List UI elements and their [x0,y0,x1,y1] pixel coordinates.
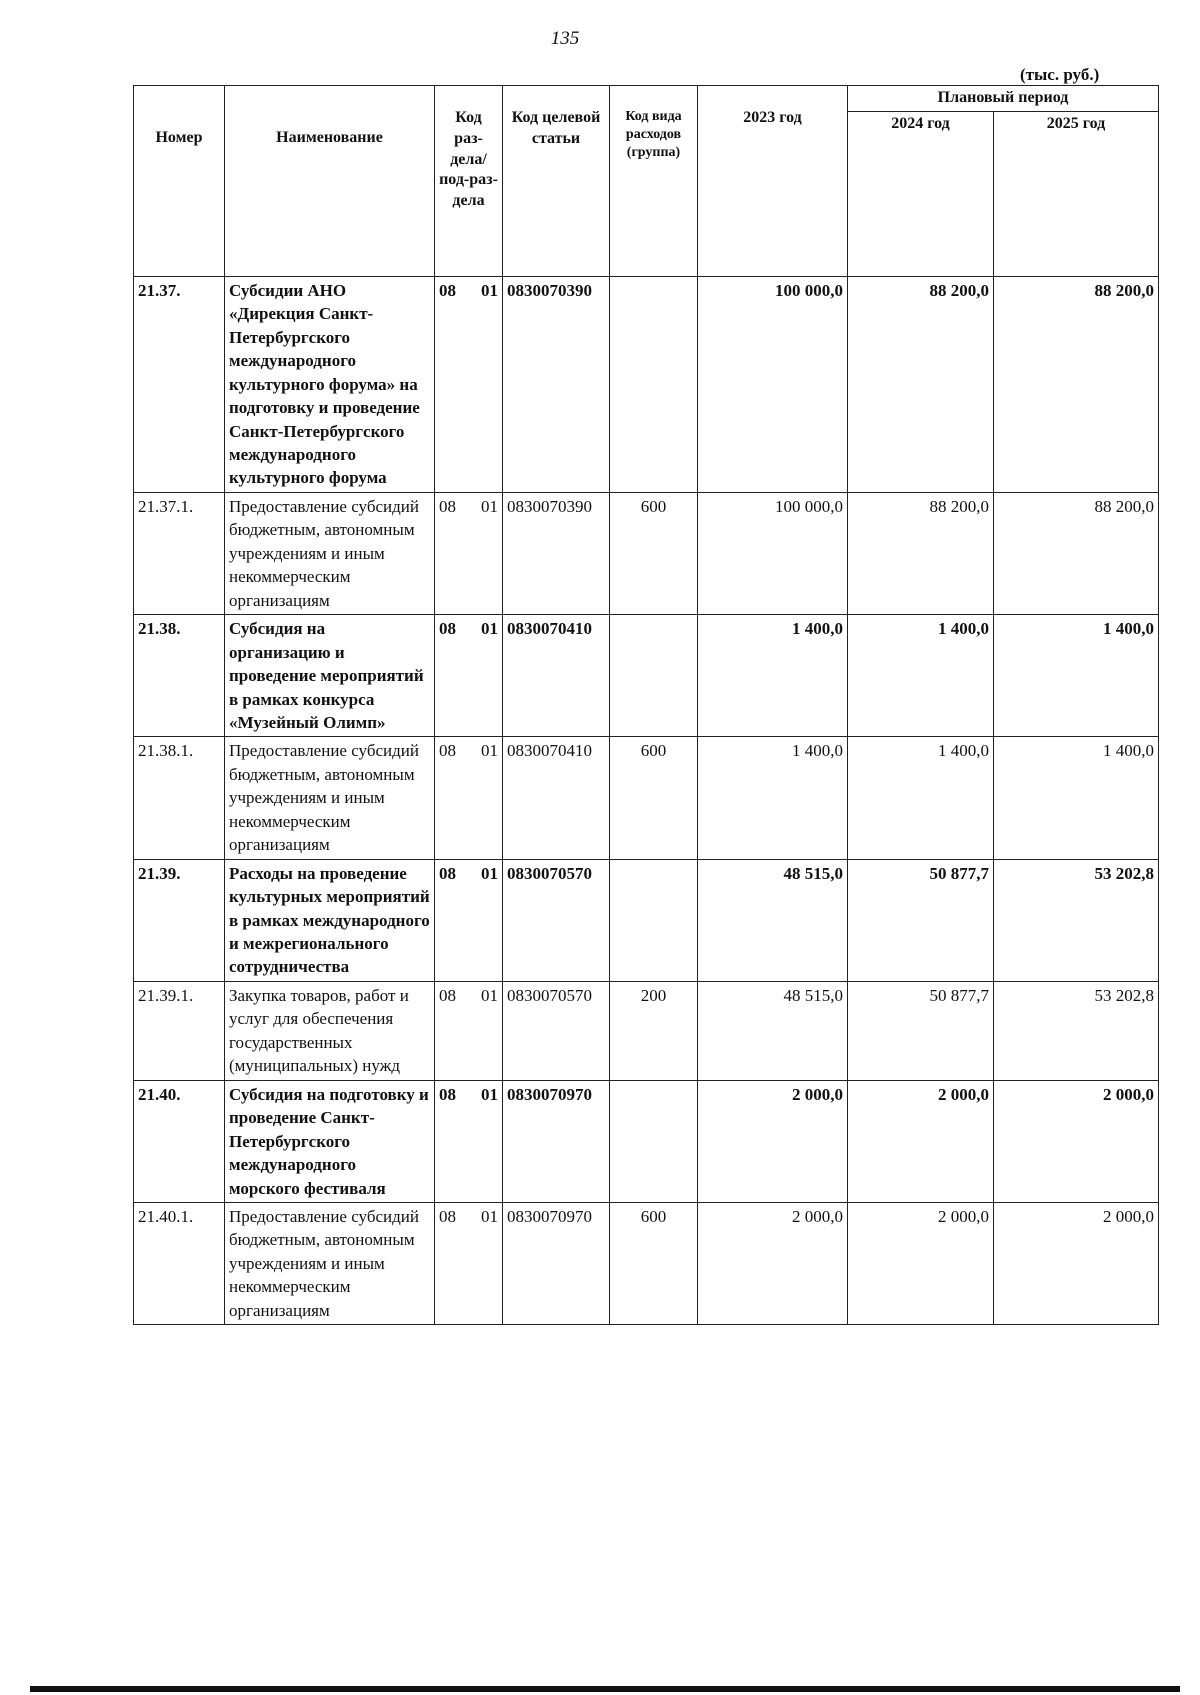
header-year-2023: 2023 год [698,86,848,277]
row-expense-group [610,859,698,981]
row-section-code [435,737,503,859]
header-planned-period: Плановый период [848,86,1159,112]
row-amount-2025: 53 202,8 [994,859,1159,981]
row-amount-2023: 48 515,0 [698,859,848,981]
page-number: 135 [550,28,580,49]
row-section: 08 [439,619,456,639]
row-subsection: 01 [481,280,498,300]
row-amount-2024: 50 877,7 [848,981,994,1080]
table-row [134,276,1159,492]
header-name: Наименование [225,86,435,277]
row-section-code [435,981,503,1080]
row-subsection: 01 [481,619,498,639]
row-number: 21.37.1. [134,492,225,614]
row-target-code: 0830070970 [503,1203,610,1325]
row-amount-2025: 2 000,0 [994,1080,1159,1202]
header-number: Номер [134,86,225,277]
row-amount-2024: 1 400,0 [848,737,994,859]
row-amount-2023: 2 000,0 [698,1080,848,1202]
row-section-code [435,1080,503,1202]
row-section: 08 [439,863,456,883]
table-row [134,1080,1159,1202]
header-year-2024: 2024 год [848,111,994,276]
row-name: Предоставление субсидий бюджетным, автономным учреждениям и иным некоммерческим организациям [225,737,435,859]
row-section: 08 [439,280,456,300]
row-expense-group [610,615,698,737]
row-subsection: 01 [481,985,498,1005]
row-target-code: 0830070570 [503,981,610,1080]
row-target-code: 0830070970 [503,1080,610,1202]
table-row [134,859,1159,981]
row-subsection: 01 [481,1207,498,1227]
row-subsection: 01 [481,1084,498,1104]
row-target-code: 0830070410 [503,737,610,859]
row-amount-2025: 53 202,8 [994,981,1159,1080]
table-row [134,492,1159,614]
row-expense-group: 600 [610,737,698,859]
row-target-code: 0830070410 [503,615,610,737]
row-subsection: 01 [481,863,498,883]
row-number: 21.39. [134,859,225,981]
header-year-2025: 2025 год [994,111,1159,276]
row-amount-2024: 50 877,7 [848,859,994,981]
row-section-code [435,492,503,614]
row-name: Субсидия на организацию и проведение мероприятий в рамках конкурса «Музейный Олимп» [225,615,435,737]
row-amount-2023: 1 400,0 [698,737,848,859]
row-name: Предоставление субсидий бюджетным, автономным учреждениям и иным некоммерческим организациям [225,492,435,614]
row-section-code [435,859,503,981]
row-amount-2024: 2 000,0 [848,1203,994,1325]
row-expense-group: 600 [610,1203,698,1325]
row-name: Субсидия на подготовку и проведение Санкт-Петербургского международного морского фестиваля [225,1080,435,1202]
bottom-rule [30,1686,1180,1692]
row-section: 08 [439,1084,456,1104]
row-amount-2023: 100 000,0 [698,492,848,614]
row-target-code: 0830070570 [503,859,610,981]
row-section-code [435,1203,503,1325]
row-number: 21.39.1. [134,981,225,1080]
row-amount-2023: 48 515,0 [698,981,848,1080]
row-expense-group: 200 [610,981,698,1080]
row-expense-group: 600 [610,492,698,614]
row-name: Расходы на проведение культурных мероприятий в рамках международного и межрегионального сотрудничества [225,859,435,981]
row-number: 21.37. [134,276,225,492]
row-section: 08 [439,1207,456,1227]
row-amount-2024: 88 200,0 [848,492,994,614]
row-amount-2024: 2 000,0 [848,1080,994,1202]
row-amount-2023: 2 000,0 [698,1203,848,1325]
row-expense-group [610,1080,698,1202]
row-number: 21.40.1. [134,1203,225,1325]
header-target-code: Код целевой статьи [503,86,610,277]
table-row [134,981,1159,1080]
row-name: Закупка товаров, работ и услуг для обеспечения государственных (муниципальных) нужд [225,981,435,1080]
header-section-code: Код раз-дела/ под-раз-дела [435,86,503,277]
table-row [134,615,1159,737]
row-number: 21.38.1. [134,737,225,859]
row-number: 21.40. [134,1080,225,1202]
table-row [134,1203,1159,1325]
row-amount-2025: 88 200,0 [994,276,1159,492]
row-name: Предоставление субсидий бюджетным, автономным учреждениям и иным некоммерческим организациям [225,1203,435,1325]
row-amount-2025: 1 400,0 [994,615,1159,737]
row-target-code: 0830070390 [503,492,610,614]
row-amount-2025: 88 200,0 [994,492,1159,614]
row-expense-group [610,276,698,492]
row-amount-2025: 2 000,0 [994,1203,1159,1325]
row-subsection: 01 [481,496,498,516]
row-section: 08 [439,741,456,761]
row-section: 08 [439,985,456,1005]
row-number: 21.38. [134,615,225,737]
header-row-1 [134,86,1159,112]
row-amount-2023: 100 000,0 [698,276,848,492]
header-expense-type: Код вида расходов (группа) [610,86,698,277]
units-note: (тыс. руб.) [1020,65,1100,84]
row-amount-2024: 88 200,0 [848,276,994,492]
row-section-code [435,615,503,737]
table-row [134,737,1159,859]
table-body [134,276,1159,1324]
row-subsection: 01 [481,741,498,761]
row-target-code: 0830070390 [503,276,610,492]
row-amount-2024: 1 400,0 [848,615,994,737]
row-name: Субсидии АНО «Дирекция Санкт-Петербургского международного культурного форума» на подготовку и проведение Санкт-Петербургского международного культурного форума [225,276,435,492]
row-section-code [435,276,503,492]
row-amount-2025: 1 400,0 [994,737,1159,859]
row-amount-2023: 1 400,0 [698,615,848,737]
budget-table [133,85,1159,1325]
row-section: 08 [439,496,456,516]
